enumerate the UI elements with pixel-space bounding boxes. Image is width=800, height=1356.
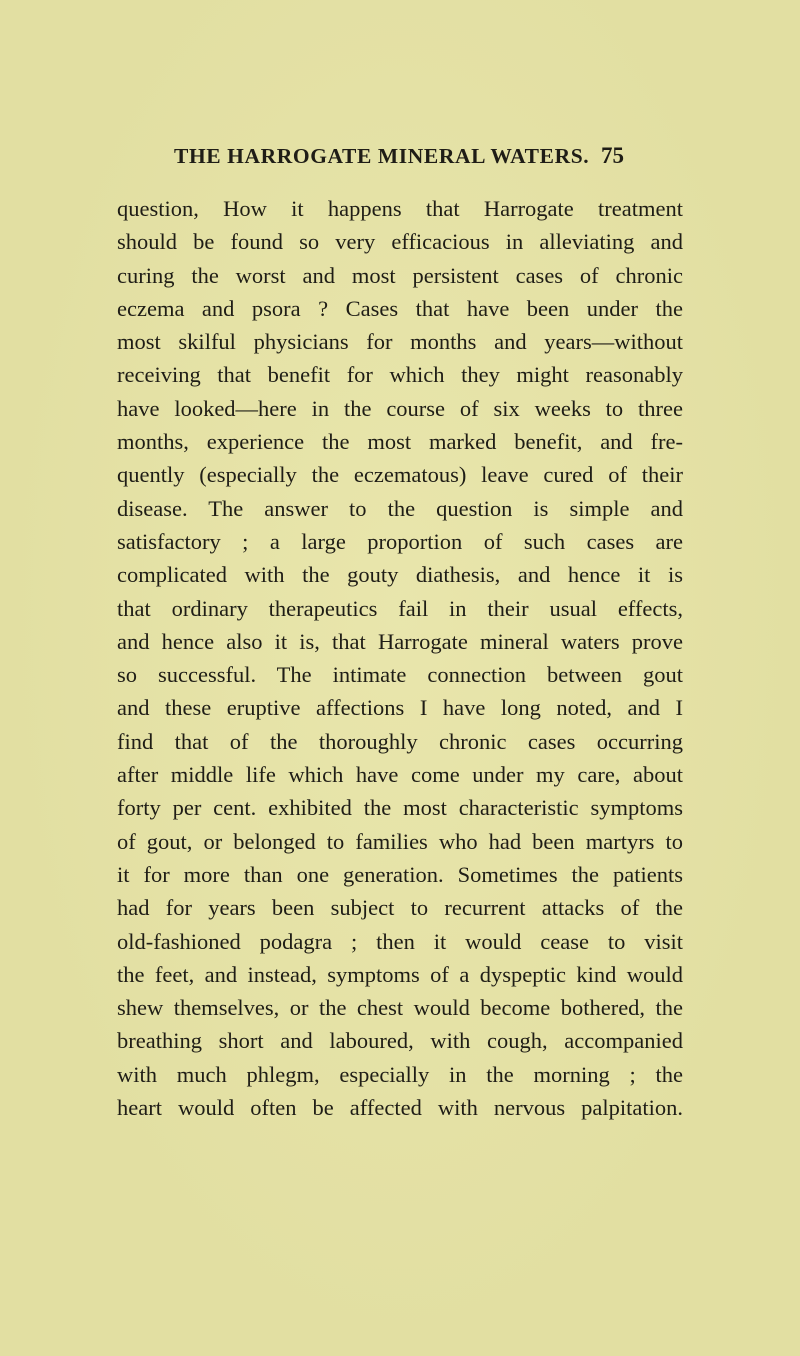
page-number: 75: [601, 143, 624, 168]
text-line: after middle life which have come under my care, about: [117, 762, 683, 788]
text-line: breathing short and laboured, with cough, accompanied: [117, 1028, 683, 1054]
text-line: had for years been subject to recurrent attacks of the: [117, 895, 683, 921]
text-line: quently (especially the eczematous) leave cured of their: [117, 462, 683, 488]
text-line: eczema and psora ? Cases that have been under the: [117, 295, 683, 321]
text-line: should be found so very efficacious in alleviating and: [117, 229, 683, 255]
text-line: the feet, and instead, symptoms of a dyspeptic kind would: [117, 961, 683, 987]
text-line: months, experience the most marked benefit, and fre-: [117, 429, 683, 455]
text-line: receiving that benefit for which they might reasonably: [117, 362, 683, 388]
text-line: with much phlegm, especially in the morning ; the: [117, 1061, 683, 1087]
text-line: it for more than one generation. Sometimes the patients: [117, 861, 683, 887]
text-line: that ordinary therapeutics fail in their usual effects,: [117, 595, 683, 621]
running-head: [174, 141, 624, 171]
text-line: of gout, or belonged to families who had been martyrs to: [117, 828, 683, 854]
text-line: have looked—here in the course of six weeks to three: [117, 395, 683, 421]
text-line: forty per cent. exhibited the most characteristic symptoms: [117, 795, 683, 821]
text-line: and hence also it is, that Harrogate mineral waters prove: [117, 628, 683, 654]
text-line: question, How it happens that Harrogate treatment: [117, 196, 683, 221]
text-line: satisfactory ; a large proportion of such cases are: [117, 528, 683, 554]
text-line: complicated with the gouty diathesis, and hence it is: [117, 562, 683, 588]
text-line: and these eruptive affections I have long noted, and I: [117, 695, 683, 721]
text-line: shew themselves, or the chest would become bothered, the: [117, 995, 683, 1021]
text-line: disease. The answer to the question is simple and: [117, 495, 683, 521]
text-line: so successful. The intimate connection between gout: [117, 662, 683, 688]
text-line: find that of the thoroughly chronic cases occurring: [117, 728, 683, 754]
text-line: heart would often be affected with nervous palpitation.: [117, 1095, 683, 1121]
body-paragraph: [117, 192, 683, 1124]
text-line: old-fashioned podagra ; then it would cease to visit: [117, 928, 683, 954]
text-line: curing the worst and most persistent cases of chronic: [117, 262, 683, 288]
text-line: most skilful physicians for months and years—without: [117, 329, 683, 355]
running-title: THE HARROGATE MINERAL WATERS.: [174, 143, 590, 168]
